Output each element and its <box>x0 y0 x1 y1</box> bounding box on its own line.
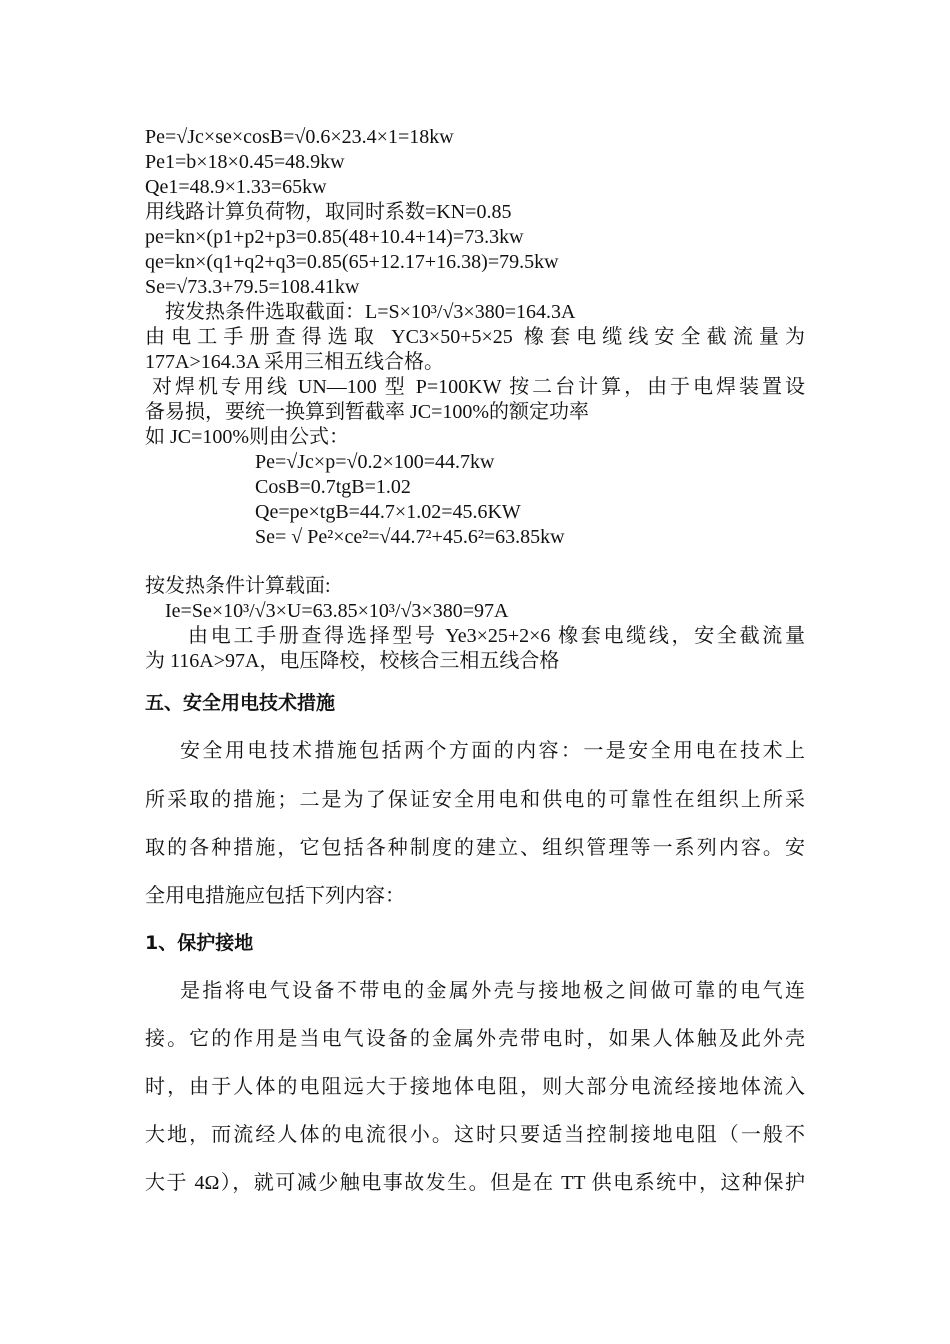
calc-line: Se= √ Pe²×ce²=√44.7²+45.6²=63.85kw <box>255 526 565 548</box>
paragraph-line: 全用电措施应包括下列内容： <box>145 885 405 907</box>
calc-line: 按发热条件计算载面: <box>145 575 331 597</box>
calc-line: Ie=Se×10³/√3×U=63.85×10³/√3×380=97A <box>165 600 509 622</box>
calc-line: CosB=0.7tgB=1.02 <box>255 476 411 498</box>
calc-line: Se=√73.3+79.5=108.41kw <box>145 276 360 298</box>
calc-line: 177A>164.3A 采用三相五线合格。 <box>145 351 445 373</box>
calc-line: 如 JC=100%则由公式： <box>145 426 350 448</box>
paragraph-line: 时，由于人体的电阻远大于接地体电阻，则大部分电流经接地体流入 <box>145 1076 805 1098</box>
calc-line: 备易损，要统一换算到暂截率 JC=100%的额定功率 <box>145 401 590 423</box>
calc-line: pe=kn×(p1+p2+p3=0.85(48+10.4+14)=73.3kw <box>145 226 524 248</box>
calc-line: Pe=√Jc×se×cosB=√0.6×23.4×1=18kw <box>145 126 454 148</box>
paragraph-line: 接。它的作用是当电气设备的金属外壳带电时，如果人体触及此外壳 <box>145 1028 805 1050</box>
paragraph-line: 大于 4Ω），就可减少触电事故发生。但是在 TT 供电系统中，这种保护 <box>145 1172 805 1194</box>
section-heading: 五、安全用电技术措施 <box>145 692 336 714</box>
calc-line: 用线路计算负荷物，取同时系数=KN=0.85 <box>145 201 512 223</box>
subsection-heading: 1、保护接地 <box>145 932 254 954</box>
paragraph-line: 取的各种措施，它包括各种制度的建立、组织管理等一系列内容。安 <box>145 837 805 859</box>
calc-line: 由电工手册查得选择型号 Ye3×25+2×6 橡套电缆线，安全截流量 <box>188 625 805 647</box>
paragraph-line: 安全用电技术措施包括两个方面的内容：一是安全用电在技术上 <box>180 740 805 762</box>
calc-line: 由电工手册查得选取 YC3×50+5×25 橡套电缆线安全截流量为 <box>145 326 805 348</box>
calc-line: 对焊机专用线 UN—100 型 P=100KW 按二台计算，由于电焊装置设 <box>152 376 805 398</box>
calc-line: 为 116A>97A，电压降校，校核合三相五线合格 <box>145 650 560 672</box>
calc-line: qe=kn×(q1+q2+q3=0.85(65+12.17+16.38)=79.5kw <box>145 251 559 273</box>
paragraph-line: 大地，而流经人体的电流很小。这时只要适当控制接地电阻（一般不 <box>145 1124 805 1146</box>
calc-line: 按发热条件选取截面：L=S×10³/√3×380=164.3A <box>165 301 576 323</box>
calc-line: Qe1=48.9×1.33=65kw <box>145 176 327 198</box>
paragraph-line: 是指将电气设备不带电的金属外壳与接地极之间做可靠的电气连 <box>180 980 805 1002</box>
calc-line: Qe=pe×tgB=44.7×1.02=45.6KW <box>255 501 521 523</box>
calc-line: Pe=√Jc×p=√0.2×100=44.7kw <box>255 451 495 473</box>
paragraph-line: 所采取的措施；二是为了保证安全用电和供电的可靠性在组织上所采 <box>145 789 805 811</box>
calc-line: Pe1=b×18×0.45=48.9kw <box>145 151 345 173</box>
